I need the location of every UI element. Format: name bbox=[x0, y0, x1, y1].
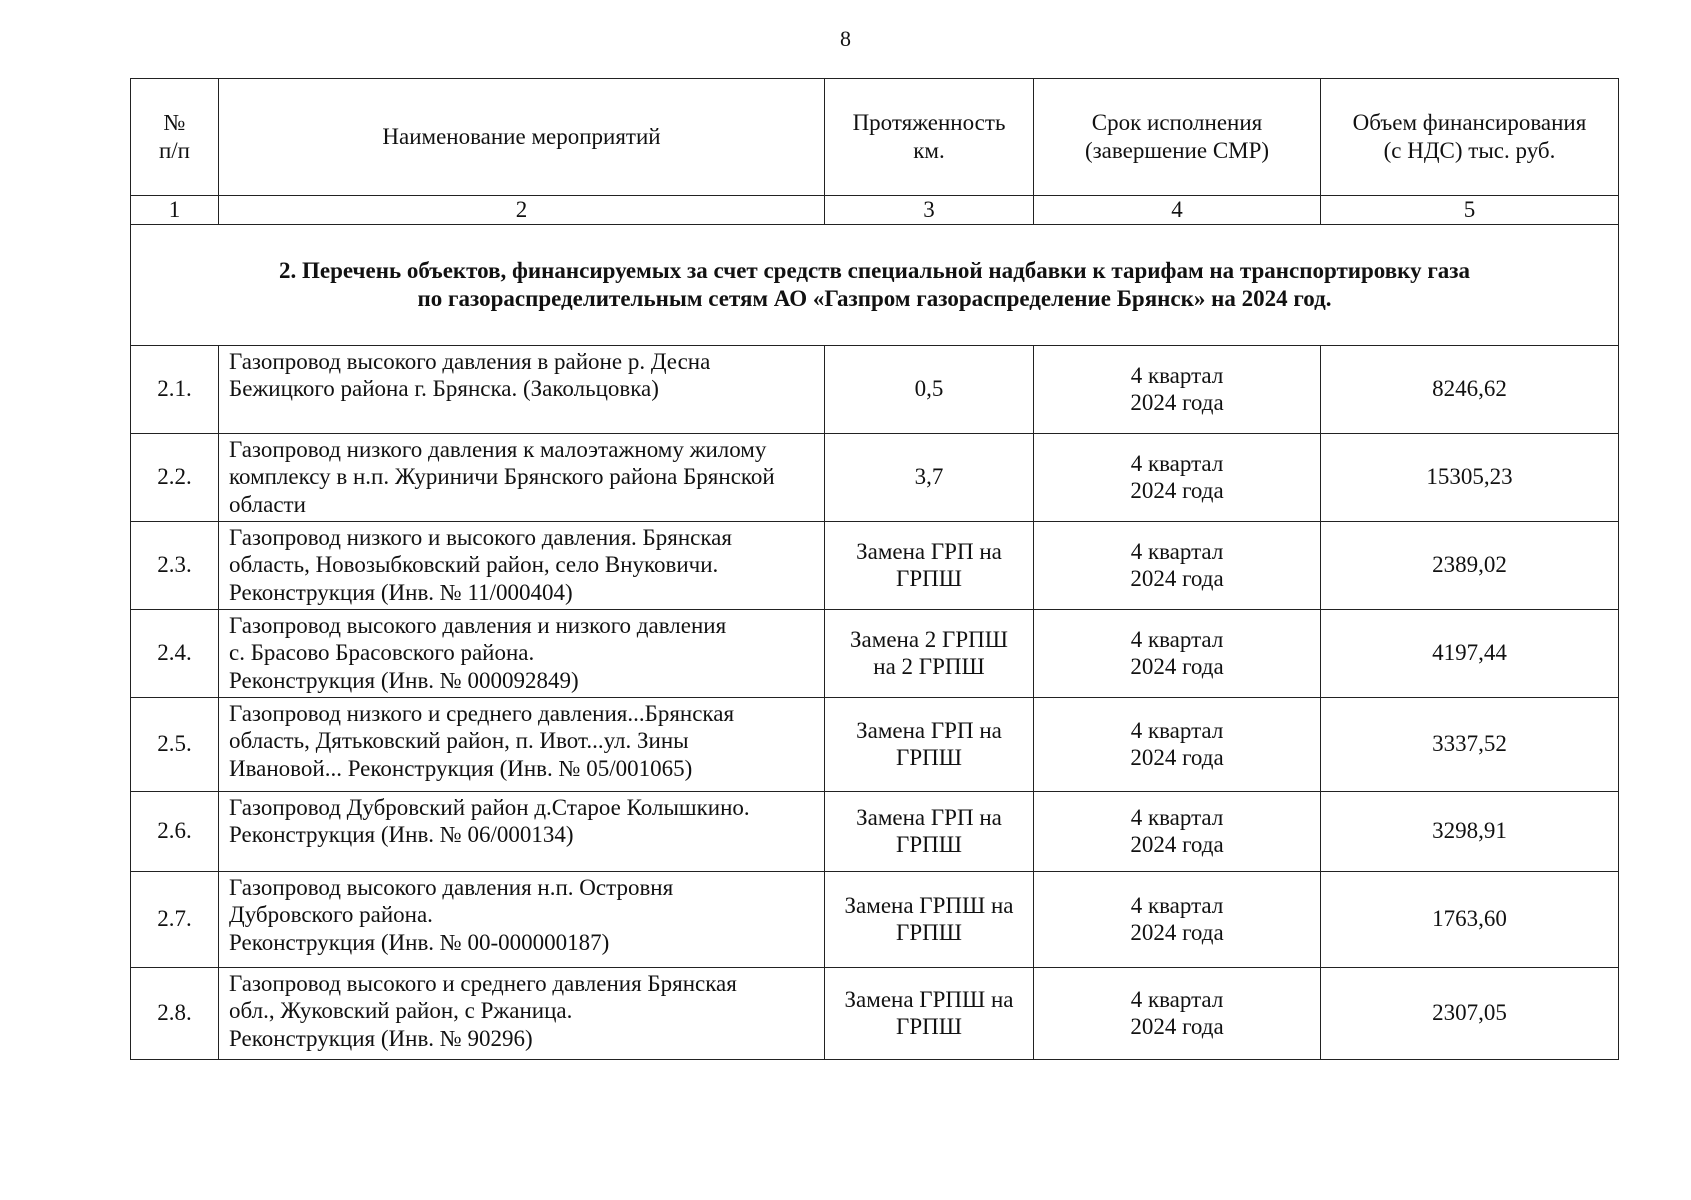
section-row bbox=[131, 224, 1619, 345]
table-row bbox=[131, 967, 1619, 1059]
table-row bbox=[131, 345, 1619, 433]
row-term: 4 квартал 2024 года bbox=[1034, 345, 1321, 433]
row-length: 3,7 bbox=[825, 433, 1034, 521]
section-title: 2. Перечень объектов, финансируемых за счет средств специальной надбавки к тарифам на транспортировку газа по газораспределительным сетям АО «Газпром газораспределение Брянск» на 2024 год. bbox=[131, 224, 1619, 345]
column-number: 5 bbox=[1321, 196, 1619, 225]
column-number: 1 bbox=[131, 196, 219, 225]
row-name: Газопровод высокого и среднего давления Брянская обл., Жуковский район, с Ржаница. Реконструкция (Инв. № 90296) bbox=[219, 967, 825, 1059]
row-term: 4 квартал 2024 года bbox=[1034, 521, 1321, 609]
row-number: 2.7. bbox=[131, 871, 219, 967]
table-header bbox=[131, 79, 1619, 196]
row-number: 2.5. bbox=[131, 697, 219, 791]
row-name: Газопровод низкого и среднего давления...Брянская область, Дятьковский район, п. Ивот...ул. Зины Ивановой... Реконструкция (Инв. № 05/001065) bbox=[219, 697, 825, 791]
row-number: 2.3. bbox=[131, 521, 219, 609]
row-term: 4 квартал 2024 года bbox=[1034, 791, 1321, 871]
row-term: 4 квартал 2024 года bbox=[1034, 697, 1321, 791]
row-term: 4 квартал 2024 года bbox=[1034, 871, 1321, 967]
row-number: 2.1. bbox=[131, 345, 219, 433]
row-name: Газопровод Дубровский район д.Старое Колышкино. Реконструкция (Инв. № 06/000134) bbox=[219, 791, 825, 871]
row-amount: 2307,05 bbox=[1321, 967, 1619, 1059]
row-length: Замена ГРП на ГРПШ bbox=[825, 791, 1034, 871]
header-term: Срок исполнения (завершение СМР) bbox=[1034, 79, 1321, 196]
row-amount: 8246,62 bbox=[1321, 345, 1619, 433]
table-row bbox=[131, 697, 1619, 791]
row-length: Замена ГРПШ на ГРПШ bbox=[825, 871, 1034, 967]
row-number: 2.2. bbox=[131, 433, 219, 521]
row-name: Газопровод высокого давления в районе р. Десна Бежицкого района г. Брянска. (Закольцовка) bbox=[219, 345, 825, 433]
financing-table bbox=[130, 78, 1619, 1060]
header-amount: Объем финансирования (с НДС) тыс. руб. bbox=[1321, 79, 1619, 196]
row-number: 2.4. bbox=[131, 609, 219, 697]
row-amount: 1763,60 bbox=[1321, 871, 1619, 967]
row-amount: 2389,02 bbox=[1321, 521, 1619, 609]
header-name: Наименование мероприятий bbox=[219, 79, 825, 196]
row-amount: 15305,23 bbox=[1321, 433, 1619, 521]
row-name: Газопровод низкого и высокого давления. Брянская область, Новозыбковский район, село Внуковичи. Реконструкция (Инв. № 11/000404) bbox=[219, 521, 825, 609]
column-number: 2 bbox=[219, 196, 825, 225]
header-number: № п/п bbox=[131, 79, 219, 196]
table-row bbox=[131, 609, 1619, 697]
row-number: 2.6. bbox=[131, 791, 219, 871]
table-row bbox=[131, 791, 1619, 871]
row-length: 0,5 bbox=[825, 345, 1034, 433]
row-name: Газопровод высокого давления н.п. Островня Дубровского района. Реконструкция (Инв. № 00-000000187) bbox=[219, 871, 825, 967]
column-number: 3 bbox=[825, 196, 1034, 225]
row-amount: 4197,44 bbox=[1321, 609, 1619, 697]
row-name: Газопровод низкого давления к малоэтажному жилому комплексу в н.п. Журиничи Брянского района Брянской области bbox=[219, 433, 825, 521]
table-row bbox=[131, 433, 1619, 521]
row-amount: 3298,91 bbox=[1321, 791, 1619, 871]
row-number: 2.8. bbox=[131, 967, 219, 1059]
table-body bbox=[131, 345, 1619, 1059]
table-row bbox=[131, 871, 1619, 967]
row-length: Замена ГРПШ на ГРПШ bbox=[825, 967, 1034, 1059]
row-amount: 3337,52 bbox=[1321, 697, 1619, 791]
row-length: Замена ГРП на ГРПШ bbox=[825, 521, 1034, 609]
header-length: Протяженность км. bbox=[825, 79, 1034, 196]
row-length: Замена 2 ГРПШ на 2 ГРПШ bbox=[825, 609, 1034, 697]
row-term: 4 квартал 2024 года bbox=[1034, 609, 1321, 697]
table-row bbox=[131, 521, 1619, 609]
column-number-row bbox=[131, 196, 1619, 225]
column-number: 4 bbox=[1034, 196, 1321, 225]
row-name: Газопровод высокого давления и низкого давления с. Брасово Брасовского района. Реконструкция (Инв. № 000092849) bbox=[219, 609, 825, 697]
row-term: 4 квартал 2024 года bbox=[1034, 967, 1321, 1059]
page-number: 8 bbox=[840, 26, 851, 51]
row-term: 4 квартал 2024 года bbox=[1034, 433, 1321, 521]
row-length: Замена ГРП на ГРПШ bbox=[825, 697, 1034, 791]
